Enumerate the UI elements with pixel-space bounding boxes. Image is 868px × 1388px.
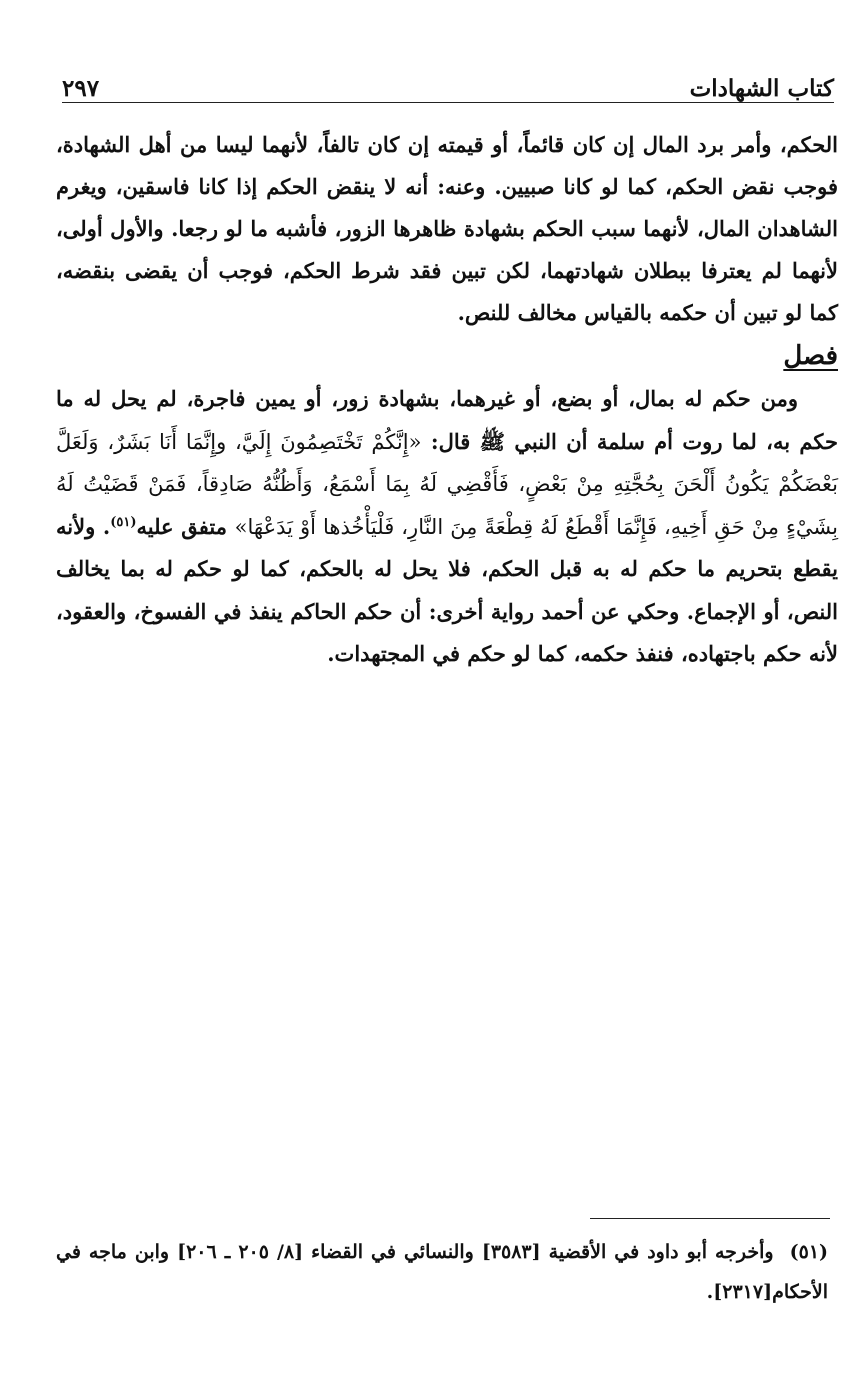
footnote-text: وأخرجه أبو داود في الأقضية [٣٥٨٣] والنسائي في القضاء [٨/ ٢٠٥ ـ ٢٠٦] وابن ماجه في الأحكام[٢٣١٧]. <box>56 1241 828 1303</box>
agreed-upon-label: متفق عليه <box>136 513 235 539</box>
running-header <box>62 62 834 103</box>
footnote-reference: (٥١) <box>110 514 137 530</box>
intro-paragraph: الحكم، وأمر برد المال إن كان قائماً، أو قيمته إن كان تالفاً، لأنهما ليسا من أهل الشهادة، فوجب نقض الحكم، كما لو كانا صبيين. وعنه: أنه لا ينقض الحكم إذا كانا فاسقين، ويغرم الشاهدان المال، لأنهما سبب الحكم بشهادة ظاهرها الزور، فأشبه ما لو رجعا. والأول أولى، لأنهما لم يعترفا ببطلان شهادتهما، لكن تبين فقد شرط الحكم، فوجب أن يقضى بنقضه، كما لو تبين أن حكمه بالقياس مخالف للنص. <box>56 132 839 325</box>
footnote-divider <box>590 1218 830 1219</box>
section-text-after: . ولأنه يقطع بتحريم ما حكم له به قبل الحكم، فلا يحل له بالحكم، كما لو حكم له بما يخالف النص، أو الإجماع. وحكي عن أحمد رواية أخرى: أن حكم الحاكم ينفذ في الفسوخ، والعقود، لأنه حكم باجتهاده، فنفذ حكمه، كما لو حكم في المجتهدات. <box>56 513 838 666</box>
footnote <box>56 1232 828 1312</box>
chapter-title: كتاب الشهادات <box>689 75 834 102</box>
main-text <box>56 124 838 676</box>
section-paragraph <box>56 378 838 676</box>
footnote-number: (٥١) <box>789 1241 829 1263</box>
section-heading: فصل <box>783 341 838 371</box>
hadith-quote: «إِنَّكُمْ تَخْتَصِمُونَ إِلَيَّ، وإِنَّمَا أَنَا بَشَرٌ، وَلَعَلَّ بَعْضَكُمْ يَكُونُ أَلْحَنَ بِحُجَّتِهِ مِنْ بَعْضٍ، فَأَقْضِي لَهُ بِمَا أَسْمَعُ، وَأَظُنُّهُ صَادِقاً، فَمَنْ قَضَيْتُ لَهُ بِشَيْءٍ مِنْ حَقِ أَخِيهِ، فَإِنَّمَا أَقْطَعُ لَهُ قِطْعَةً مِنَ النَّارِ، فَلْيَأْخُذها أَوْ يَدَعْهَا» <box>56 429 839 539</box>
section-text-before-quote: ومن حكم له بمال، أو بضع، أو غيرهما، بشهادة زور، أو يمين فاجرة، لم يحل له ما حكم به، لما روت أم سلمة أن النبي ﷺ قال: <box>56 386 838 454</box>
page-number: ٢٩٧ <box>62 75 100 102</box>
